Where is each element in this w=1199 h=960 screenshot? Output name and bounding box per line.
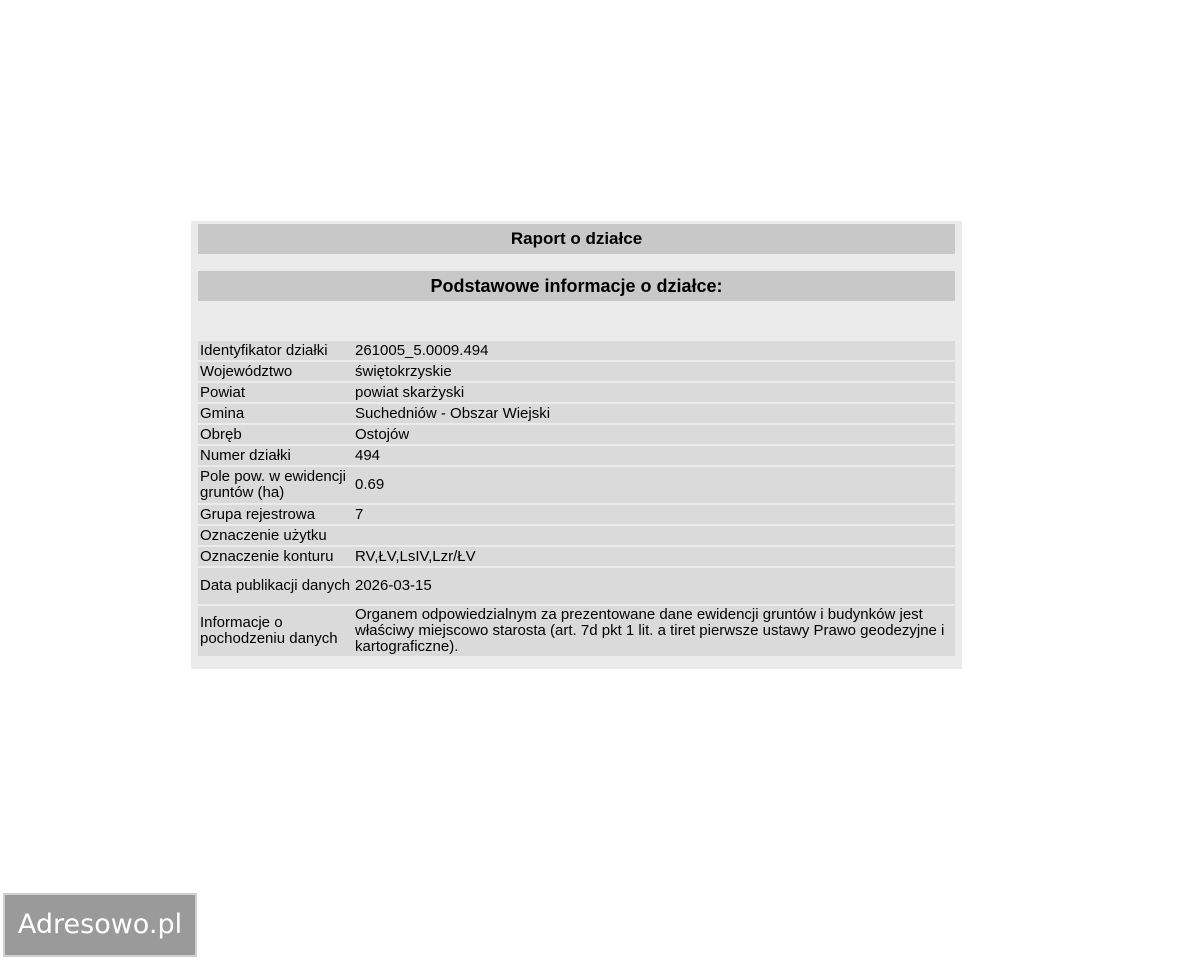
- parcel-info-table: [198, 339, 955, 658]
- table-row: [198, 341, 955, 360]
- watermark-logo: Adresowo.pl: [3, 893, 197, 957]
- row-label: Oznaczenie konturu: [198, 547, 353, 566]
- table-row: [198, 606, 955, 656]
- table-row: [198, 568, 955, 604]
- row-value: świętokrzyskie: [353, 362, 955, 381]
- table-row: [198, 526, 955, 545]
- row-label: Identyfikator działki: [198, 341, 353, 360]
- table-row: [198, 505, 955, 524]
- row-label: Gmina: [198, 404, 353, 423]
- table-row: [198, 467, 955, 503]
- row-label: Numer działki: [198, 446, 353, 465]
- table-row: [198, 446, 955, 465]
- row-value: Organem odpowiedzialnym za prezentowane dane ewidencji gruntów i budynków jest właściwy miejscowo starosta (art. 7d pkt 1 lit. a tiret pierwsze ustawy Prawo geodezyjne i kartograficzne).: [353, 606, 955, 656]
- parcel-report-panel: [191, 221, 962, 669]
- table-row: [198, 383, 955, 402]
- table-row: [198, 547, 955, 566]
- row-label: Pole pow. w ewidencji gruntów (ha): [198, 467, 353, 503]
- report-subtitle: Podstawowe informacje o działce:: [198, 271, 955, 301]
- row-label: Powiat: [198, 383, 353, 402]
- row-label: Województwo: [198, 362, 353, 381]
- row-value: 7: [353, 505, 955, 524]
- report-title: Raport o działce: [198, 224, 955, 254]
- row-value: Suchedniów - Obszar Wiejski: [353, 404, 955, 423]
- row-label: Grupa rejestrowa: [198, 505, 353, 524]
- row-value: Ostojów: [353, 425, 955, 444]
- row-value: 0.69: [353, 467, 955, 503]
- row-label: Data publikacji danych: [198, 568, 353, 604]
- table-row: [198, 362, 955, 381]
- row-value: 494: [353, 446, 955, 465]
- table-row: [198, 404, 955, 423]
- row-value: powiat skarżyski: [353, 383, 955, 402]
- row-value: [353, 526, 955, 545]
- row-label: Obręb: [198, 425, 353, 444]
- row-label: Informacje o pochodzeniu danych: [198, 606, 353, 656]
- table-row: [198, 425, 955, 444]
- row-value: 2026-03-15: [353, 568, 955, 604]
- row-label: Oznaczenie użytku: [198, 526, 353, 545]
- row-value: 261005_5.0009.494: [353, 341, 955, 360]
- row-value: RV,ŁV,LsIV,Lzr/ŁV: [353, 547, 955, 566]
